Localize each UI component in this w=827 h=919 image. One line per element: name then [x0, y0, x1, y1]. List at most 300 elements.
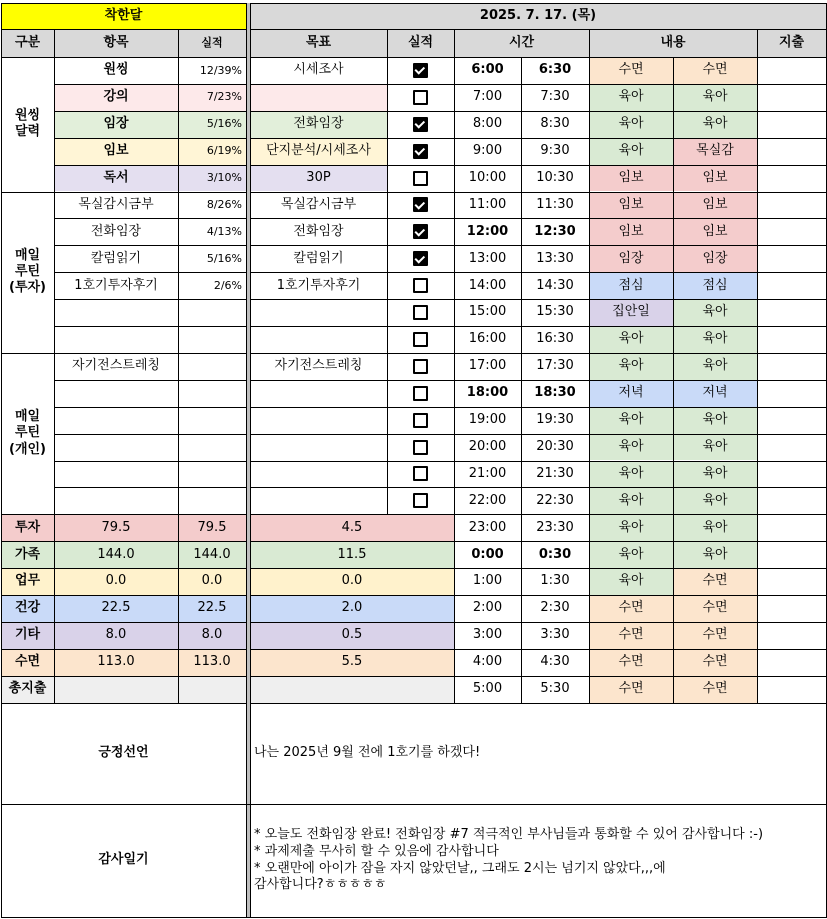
time-end: 18:30 — [534, 385, 576, 401]
time-end: 9:30 — [540, 143, 570, 158]
item-result — [178, 407, 246, 434]
goal-text: 단지분석/시세조사 — [250, 138, 387, 165]
expense-cell[interactable] — [757, 595, 826, 622]
item-name: 임장 — [54, 111, 178, 138]
grid-line — [757, 29, 758, 703]
summary-value-result: 8.0 — [178, 622, 246, 649]
grid-line — [250, 649, 827, 650]
summary-label: 투자 — [1, 514, 54, 541]
goal-text — [250, 326, 387, 353]
summary-value-total: 8.0 — [54, 622, 178, 649]
item-result: 6/19% — [178, 138, 246, 165]
item-result: 2/6% — [178, 272, 246, 299]
gratitude-text: * 오늘도 전화임장 완료! 전화임장 #7 적극적인 부사님들과 통화할 수 있어 감사합니다 :-) * 과제제출 무사히 할 수 있음에 감사합니다 * 오랜만에 아이가 잠을 자지 않았던날,, 그래도 2시는 넘기지 않았다,,,에 감사합니다?ㅎㅎㅎㅎㅎ — [254, 826, 764, 893]
activity-second-half: 임보 — [673, 192, 757, 219]
time-start: 21:00 — [468, 465, 507, 481]
grid-line — [250, 3, 251, 917]
grid-line — [250, 622, 827, 623]
goal-text — [250, 434, 387, 461]
grid-line — [1, 622, 247, 623]
item-name — [54, 407, 178, 434]
goal-text: 전화임장 — [250, 218, 387, 245]
time-end: 6:30 — [538, 62, 572, 78]
check-cell — [387, 218, 454, 245]
check-cell — [387, 84, 454, 111]
grid-line — [250, 218, 827, 219]
time-start: 19:00 — [468, 412, 507, 427]
checkbox-checked[interactable] — [413, 251, 428, 266]
activity-first-half: 육아 — [589, 84, 673, 111]
expense-cell[interactable] — [757, 487, 826, 514]
time-end: 13:30 — [536, 250, 574, 266]
checkbox-unchecked[interactable] — [413, 332, 428, 347]
item-result — [178, 326, 246, 353]
checkbox-unchecked[interactable] — [413, 413, 428, 428]
grid-line — [1, 353, 247, 354]
grid-line — [54, 138, 247, 139]
grid-line — [1, 29, 827, 30]
expense-cell[interactable] — [757, 245, 826, 272]
item-name: 목실감시금부 — [54, 192, 178, 219]
time-start: 5:00 — [472, 681, 503, 696]
checkbox-checked[interactable] — [413, 144, 428, 159]
affirmation-text: 나는 2025년 9월 전에 1호기를 하겠다! — [254, 745, 481, 761]
summary-goal: 2.0 — [250, 595, 454, 622]
time-end: 10:30 — [536, 169, 574, 185]
summary-value-result: 0.0 — [178, 568, 246, 595]
goal-text: 전화임장 — [250, 111, 387, 138]
expense-cell[interactable] — [757, 111, 826, 138]
expense-cell[interactable] — [757, 622, 826, 649]
grid-line — [54, 245, 247, 246]
expense-cell[interactable] — [757, 218, 826, 245]
item-name: 강의 — [54, 84, 178, 111]
grid-line — [54, 218, 247, 219]
check-cell — [387, 165, 454, 192]
item-name: 임보 — [54, 138, 178, 165]
checkbox-unchecked[interactable] — [413, 90, 428, 105]
activity-second-half: 육아 — [673, 111, 757, 138]
activity-first-half: 임보 — [589, 192, 673, 219]
checkbox-checked[interactable] — [413, 197, 428, 212]
expense-cell[interactable] — [757, 84, 826, 111]
activity-second-half: 육아 — [673, 353, 757, 380]
activity-second-half: 수면 — [673, 676, 757, 703]
date-title: 2025. 7. 17. (목) — [250, 3, 826, 29]
time-start: 16:00 — [468, 331, 507, 347]
item-result — [178, 434, 246, 461]
checkbox-unchecked[interactable] — [413, 171, 428, 186]
item-result: 7/23% — [178, 84, 246, 111]
checkbox-checked[interactable] — [413, 63, 428, 78]
activity-first-half: 점심 — [589, 272, 673, 299]
check-cell — [387, 111, 454, 138]
grid-line — [250, 703, 827, 704]
activity-first-half: 수면 — [589, 622, 673, 649]
grid-line — [673, 57, 674, 703]
activity-first-half: 육아 — [589, 568, 673, 595]
time-start: 23:00 — [468, 519, 507, 535]
summary-goal — [250, 676, 454, 703]
activity-first-half: 육아 — [589, 407, 673, 434]
time-start: 1:00 — [472, 573, 503, 589]
expense-cell[interactable] — [757, 353, 826, 380]
item-name — [54, 434, 178, 461]
activity-first-half: 육아 — [589, 326, 673, 353]
expense-cell[interactable] — [757, 407, 826, 434]
grid-line — [1, 3, 2, 917]
grid-line — [250, 111, 827, 112]
summary-value-total: 22.5 — [54, 595, 178, 622]
time-start: 14:00 — [468, 277, 507, 293]
time-start: 0:00 — [471, 546, 504, 562]
summary-label: 총지출 — [1, 676, 54, 703]
time-end: 3:30 — [540, 627, 570, 643]
check-cell — [387, 326, 454, 353]
grid-line — [1, 676, 247, 677]
grid-line — [250, 514, 827, 515]
grid-line — [1, 804, 827, 805]
activity-second-half: 육아 — [673, 326, 757, 353]
item-result: 12/39% — [178, 57, 246, 84]
item-name: 독서 — [54, 165, 178, 192]
checkbox-unchecked[interactable] — [413, 493, 428, 508]
goal-text — [250, 461, 387, 488]
check-cell — [387, 461, 454, 488]
activity-second-half: 임장 — [673, 245, 757, 272]
goal-text — [250, 407, 387, 434]
expense-cell[interactable] — [757, 541, 826, 568]
summary-goal: 11.5 — [250, 541, 454, 568]
time-end: 17:30 — [536, 358, 574, 374]
goal-text: 자기전스트레칭 — [250, 353, 387, 380]
summary-value-total: 79.5 — [54, 514, 178, 541]
summary-label: 기타 — [1, 622, 54, 649]
grid-line — [1, 917, 827, 918]
item-result — [178, 380, 246, 407]
summary-value-result: 79.5 — [178, 514, 246, 541]
expense-cell[interactable] — [757, 676, 826, 703]
item-name: 칼럼읽기 — [54, 245, 178, 272]
grid-line — [454, 29, 455, 703]
summary-goal: 4.5 — [250, 514, 454, 541]
grid-line — [250, 165, 827, 166]
check-cell — [387, 380, 454, 407]
grid-line — [54, 111, 247, 112]
activity-first-half: 육아 — [589, 461, 673, 488]
grid-line — [387, 29, 388, 514]
item-result — [178, 487, 246, 514]
col-header-check: 실적 — [387, 29, 454, 57]
check-cell — [387, 353, 454, 380]
grid-line — [54, 272, 247, 273]
grid-line — [54, 487, 247, 488]
activity-first-half: 육아 — [589, 353, 673, 380]
check-cell — [387, 245, 454, 272]
time-end: 23:30 — [536, 519, 574, 535]
activity-second-half: 육아 — [673, 434, 757, 461]
item-name: 전화임장 — [54, 218, 178, 245]
item-name — [54, 487, 178, 514]
time-end: 21:30 — [536, 465, 574, 481]
activity-second-half: 임보 — [673, 165, 757, 192]
time-end: 14:30 — [536, 277, 574, 293]
time-start: 2:00 — [472, 600, 503, 616]
expense-cell[interactable] — [757, 514, 826, 541]
grid-line — [54, 29, 55, 703]
summary-value-result — [178, 676, 246, 703]
item-result — [178, 461, 246, 488]
time-start: 13:00 — [468, 250, 507, 266]
expense-cell[interactable] — [757, 165, 826, 192]
grid-line — [589, 29, 590, 703]
time-end: 5:30 — [540, 681, 570, 696]
time-end: 8:30 — [540, 116, 570, 132]
activity-first-half: 수면 — [589, 649, 673, 676]
activity-first-half: 육아 — [589, 138, 673, 165]
time-end: 4:30 — [540, 654, 570, 670]
activity-second-half: 육아 — [673, 514, 757, 541]
grid-line — [250, 541, 827, 542]
summary-goal: 0.5 — [250, 622, 454, 649]
expense-cell[interactable] — [757, 326, 826, 353]
activity-first-half: 육아 — [589, 111, 673, 138]
activity-first-half: 수면 — [589, 676, 673, 703]
time-end: 22:30 — [536, 492, 574, 508]
time-end: 16:30 — [536, 331, 574, 347]
expense-cell[interactable] — [757, 299, 826, 326]
expense-cell[interactable] — [757, 568, 826, 595]
checkbox-checked[interactable] — [413, 117, 428, 132]
activity-first-half: 저녁 — [589, 380, 673, 407]
grid-line — [250, 245, 827, 246]
time-start: 9:00 — [472, 143, 503, 158]
activity-second-half: 수면 — [673, 57, 757, 84]
activity-first-half: 임보 — [589, 165, 673, 192]
activity-second-half: 육아 — [673, 84, 757, 111]
expense-cell[interactable] — [757, 192, 826, 219]
expense-cell[interactable] — [757, 138, 826, 165]
group-label: 매일 루틴 (개인) — [9, 409, 46, 457]
time-start: 12:00 — [466, 223, 509, 239]
item-result: 4/13% — [178, 218, 246, 245]
time-start: 18:00 — [466, 385, 509, 401]
grid-line — [250, 568, 827, 569]
grid-line — [250, 434, 827, 435]
affirmation-label: 긍정선언 — [98, 745, 149, 761]
item-name: 1호기투자후기 — [54, 272, 178, 299]
grid-line — [250, 676, 827, 677]
expense-cell[interactable] — [757, 57, 826, 84]
group-label: 원씽 달력 — [14, 108, 41, 140]
summary-value-total — [54, 676, 178, 703]
grid-line — [246, 3, 247, 917]
grid-line — [54, 461, 247, 462]
time-start: 15:00 — [468, 304, 507, 320]
check-cell — [387, 487, 454, 514]
col-header-category: 구분 — [1, 29, 54, 57]
activity-first-half: 수면 — [589, 57, 673, 84]
check-cell — [387, 192, 454, 219]
item-name: 원씽 — [54, 57, 178, 84]
expense-cell[interactable] — [757, 461, 826, 488]
checkbox-unchecked[interactable] — [413, 440, 428, 455]
summary-value-total: 113.0 — [54, 649, 178, 676]
summary-value-result: 22.5 — [178, 595, 246, 622]
checkbox-unchecked[interactable] — [413, 386, 428, 401]
checkbox-unchecked[interactable] — [413, 305, 428, 320]
activity-second-half: 임보 — [673, 218, 757, 245]
activity-first-half: 육아 — [589, 541, 673, 568]
activity-first-half: 임장 — [589, 245, 673, 272]
grid-line — [1, 3, 827, 4]
expense-cell[interactable] — [757, 272, 826, 299]
item-name: 자기전스트레칭 — [54, 353, 178, 380]
time-start: 6:00 — [471, 62, 504, 78]
goal-text: 시세조사 — [250, 57, 387, 84]
expense-cell[interactable] — [757, 434, 826, 461]
goal-text — [250, 299, 387, 326]
grid-line — [250, 57, 827, 58]
checkbox-checked[interactable] — [413, 224, 428, 239]
sheet-title: 착한달 — [1, 3, 246, 29]
summary-value-total: 144.0 — [54, 541, 178, 568]
summary-label: 업무 — [1, 568, 54, 595]
summary-label: 건강 — [1, 595, 54, 622]
time-start: 4:00 — [472, 654, 503, 670]
grid-line — [250, 380, 827, 381]
col-header-result: 실적 — [178, 29, 246, 57]
activity-first-half: 임보 — [589, 218, 673, 245]
time-start: 3:00 — [472, 627, 503, 643]
time-start: 10:00 — [468, 169, 507, 185]
goal-text — [250, 380, 387, 407]
grid-line — [250, 595, 827, 596]
group-label: 매일 루틴 (투자) — [9, 247, 46, 296]
item-name — [54, 380, 178, 407]
grid-line — [54, 326, 247, 327]
activity-second-half: 점심 — [673, 272, 757, 299]
grid-line — [250, 84, 827, 85]
activity-second-half: 육아 — [673, 541, 757, 568]
time-start: 7:00 — [472, 89, 503, 105]
time-end: 7:30 — [540, 89, 570, 105]
checkbox-unchecked[interactable] — [413, 278, 428, 293]
activity-second-half: 목실감 — [673, 138, 757, 165]
grid-line — [54, 380, 247, 381]
goal-text — [250, 84, 387, 111]
summary-goal: 5.5 — [250, 649, 454, 676]
activity-second-half: 저녁 — [673, 380, 757, 407]
grid-line — [250, 461, 827, 462]
check-cell — [387, 57, 454, 84]
time-end: 2:30 — [540, 600, 570, 616]
grid-line — [250, 326, 827, 327]
summary-value-total: 0.0 — [54, 568, 178, 595]
time-end: 11:30 — [536, 196, 574, 212]
time-end: 1:30 — [540, 573, 570, 589]
grid-line — [1, 192, 247, 193]
gratitude-label: 감사일기 — [98, 852, 149, 868]
grid-line — [250, 407, 827, 408]
item-name — [54, 299, 178, 326]
grid-line — [250, 299, 827, 300]
goal-text: 30P — [250, 165, 387, 192]
activity-second-half: 육아 — [673, 487, 757, 514]
grid-line — [250, 192, 827, 193]
summary-label: 수면 — [1, 649, 54, 676]
check-cell — [387, 434, 454, 461]
grid-line — [1, 649, 247, 650]
goal-text — [250, 487, 387, 514]
activity-second-half: 수면 — [673, 568, 757, 595]
time-end: 15:30 — [536, 304, 574, 320]
summary-value-result: 113.0 — [178, 649, 246, 676]
time-start: 8:00 — [472, 116, 503, 132]
time-end: 19:30 — [536, 412, 574, 427]
grid-line — [250, 353, 827, 354]
activity-second-half: 육아 — [673, 299, 757, 326]
item-result: 5/16% — [178, 111, 246, 138]
time-start: 11:00 — [468, 196, 507, 212]
time-start: 17:00 — [468, 358, 507, 374]
activity-second-half: 수면 — [673, 622, 757, 649]
col-header-time: 시간 — [454, 29, 589, 57]
activity-second-half: 수면 — [673, 649, 757, 676]
goal-text: 1호기투자후기 — [250, 272, 387, 299]
item-result: 5/16% — [178, 245, 246, 272]
grid-line — [54, 84, 247, 85]
item-name — [54, 326, 178, 353]
time-start: 20:00 — [468, 438, 507, 454]
grid-line — [250, 487, 827, 488]
grid-line — [1, 541, 247, 542]
item-result: 8/26% — [178, 192, 246, 219]
activity-first-half: 육아 — [589, 434, 673, 461]
grid-line — [1, 703, 247, 704]
grid-line — [1, 568, 247, 569]
item-name — [54, 461, 178, 488]
activity-second-half: 수면 — [673, 595, 757, 622]
grid-line — [250, 272, 827, 273]
grid-line — [1, 57, 247, 58]
check-cell — [387, 299, 454, 326]
item-result — [178, 299, 246, 326]
grid-line — [178, 29, 179, 703]
activity-first-half: 집안일 — [589, 299, 673, 326]
summary-value-result: 144.0 — [178, 541, 246, 568]
grid-line — [1, 595, 247, 596]
checkbox-unchecked[interactable] — [413, 466, 428, 481]
item-result — [178, 353, 246, 380]
grid-line — [521, 57, 522, 703]
grid-line — [250, 138, 827, 139]
checkbox-unchecked[interactable] — [413, 359, 428, 374]
expense-cell[interactable] — [757, 649, 826, 676]
col-header-goal: 목표 — [250, 29, 387, 57]
activity-first-half: 육아 — [589, 514, 673, 541]
time-start: 22:00 — [468, 492, 507, 508]
check-cell — [387, 272, 454, 299]
goal-text: 칼럼읽기 — [250, 245, 387, 272]
expense-cell[interactable] — [757, 380, 826, 407]
item-result: 3/10% — [178, 165, 246, 192]
grid-line — [54, 165, 247, 166]
activity-first-half: 수면 — [589, 595, 673, 622]
grid-line — [54, 299, 247, 300]
time-end: 20:30 — [536, 438, 574, 454]
time-end: 12:30 — [534, 223, 576, 239]
